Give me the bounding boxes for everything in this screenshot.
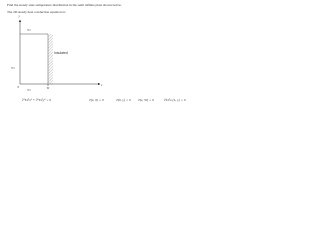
top-boundary-label: T1: [27, 28, 31, 32]
bottom-boundary-label: T1: [27, 88, 31, 92]
bc-bottom: T(x, 0) = 0: [89, 98, 104, 102]
w-label: W: [46, 85, 50, 90]
heat-equation: ∂²T/∂x² + ∂²T/∂y² = 0: [22, 98, 52, 102]
bc-top: T(x, W) = 0: [138, 98, 154, 102]
origin-label: 0: [17, 85, 20, 89]
insulated-hatch: [48, 34, 53, 84]
y-axis-arrow: [19, 20, 21, 22]
intro-line-1: Find the steady state temperature distribution in the semi infinite plate shown below.: [7, 3, 122, 7]
plate-figure: [0, 0, 200, 109]
x-axis-label: x: [101, 83, 103, 87]
intro-line-2: The 2D steady heat conduction equation is:: [7, 10, 66, 14]
y-axis-label: y: [18, 14, 20, 18]
insulated-label: Insulated: [54, 51, 68, 55]
left-boundary-label: T1: [11, 66, 15, 70]
bc-right: ∂T/∂x (L, y) = 0: [164, 98, 186, 102]
bc-left: T(0, y) = 0: [116, 98, 131, 102]
